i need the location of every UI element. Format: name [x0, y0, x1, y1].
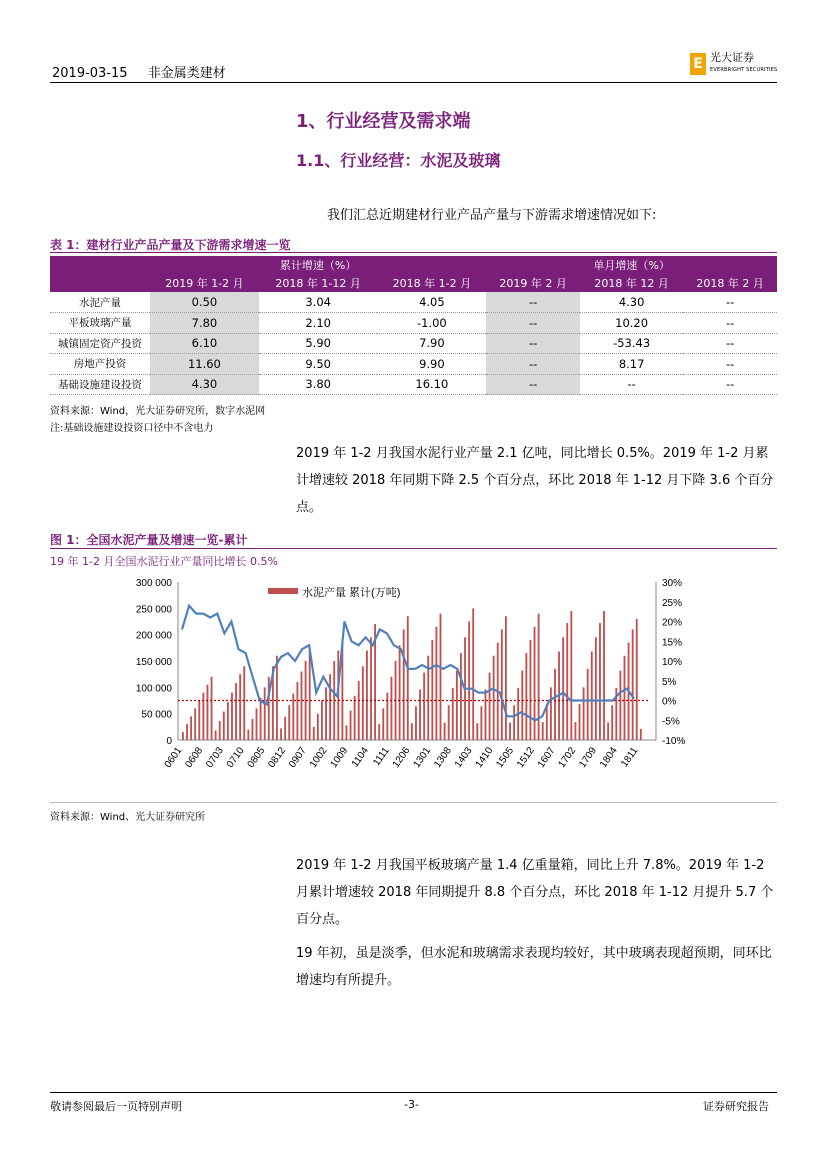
chart-bar: [624, 656, 626, 740]
chart-bar: [632, 629, 634, 740]
chart-bar: [321, 701, 323, 741]
chart-bar: [252, 719, 254, 740]
chart-bar: [276, 656, 278, 740]
table-cell: 8.17: [580, 354, 683, 375]
table-cell: --: [486, 292, 580, 313]
chart-bar: [636, 619, 638, 740]
table-row: [50, 374, 777, 395]
group-cumulative: 累计增速（%）: [150, 256, 486, 274]
table-source: 资料来源：Wind，光大证券研究所，数字水泥网: [50, 406, 266, 417]
chart-bar: [301, 672, 303, 740]
chart-bar: [444, 723, 446, 740]
chart-bar: [530, 640, 532, 740]
chart-bar: [521, 670, 523, 740]
row-label: 房地产投资: [50, 354, 150, 375]
chart-bar: [231, 693, 233, 740]
chart-bar: [419, 689, 421, 740]
x-tick-label: 1702: [556, 745, 579, 770]
y-right-tick-label: 10%: [662, 657, 683, 668]
chart-bar: [182, 732, 184, 740]
report-header: [52, 62, 242, 81]
chart-bar: [574, 722, 576, 740]
x-tick-label: 1301: [411, 745, 434, 770]
table-row: [50, 313, 777, 334]
table-note: 注:基础设施建设投资口径中不含电力: [50, 423, 214, 434]
report-date: 2019-03-15: [52, 66, 128, 81]
x-tick-label: 1804: [597, 745, 620, 770]
table-row: [50, 333, 777, 354]
chart-bar: [378, 724, 380, 740]
chart-bar: [288, 705, 290, 740]
chart-bar: [239, 674, 241, 740]
y-right-tick-label: 25%: [662, 597, 683, 609]
table-cell: 6.10: [150, 333, 259, 354]
x-tick-label: 0601: [162, 745, 185, 770]
y-right-tick-label: 30%: [662, 578, 683, 589]
x-tick-label: 0812: [266, 745, 289, 770]
chart-bar: [595, 637, 597, 740]
chart-bar: [554, 669, 556, 740]
y-left-tick-label: 300 000: [135, 578, 172, 589]
y-right-tick-label: -5%: [662, 716, 680, 728]
chart-bar: [505, 616, 507, 740]
row-label: 基础设施建设投资: [50, 374, 150, 395]
chart-bar: [235, 683, 237, 740]
table-cell: --: [486, 333, 580, 354]
chart-bar: [423, 673, 425, 740]
chart-bar: [513, 705, 515, 740]
figure-caption-line: [50, 548, 777, 549]
table-cell: --: [486, 374, 580, 395]
chart-bar: [399, 645, 401, 740]
chart-bar: [227, 702, 229, 740]
chart-bar: [587, 669, 589, 740]
chart-bar: [542, 722, 544, 740]
row-label: 城镇固定资产投资: [50, 333, 150, 354]
table-cell: --: [486, 313, 580, 334]
chart-bar: [207, 685, 209, 740]
chart-bar: [619, 670, 621, 740]
table-cell: 7.90: [377, 333, 486, 354]
chart-bar: [346, 725, 348, 740]
table-cell: --: [486, 354, 580, 375]
x-tick-label: 1206: [390, 745, 413, 770]
y-left-tick-label: 250 000: [135, 604, 172, 616]
y-right-tick-label: 0%: [662, 696, 677, 708]
table-caption-line: [50, 252, 777, 253]
logo-subtext: EVERBRIGHT SECURITIES: [710, 67, 778, 73]
paragraph-outlook: 19 年初，虽是淡季，但水泥和玻璃需求表现均较好，其中玻璃表现超预期，同环比增速均有所提升。: [296, 946, 772, 988]
group-monthly: 单月增速（%）: [486, 256, 777, 274]
chart-bar: [448, 705, 450, 740]
chart-bar: [370, 637, 372, 740]
chart-bar: [260, 698, 262, 740]
footer-divider: [50, 1092, 777, 1093]
chart-bar: [489, 673, 491, 740]
x-tick-label: 1403: [452, 745, 475, 770]
y-right-tick-label: -10%: [662, 736, 686, 747]
x-tick-label: 0907: [287, 745, 309, 770]
table-cell: 3.80: [259, 374, 378, 395]
table-cell: --: [683, 292, 777, 313]
table-cell: --: [580, 374, 683, 395]
paragraph-glass: 2019 年 1-2 月我国平板玻璃产量 1.4 亿重量箱，同比上升 7.8%。2019 年 1-2 月累计增速较 2018 年同期提升 8.8 个百分点，环比 2018 年 1-12 月提升 5.7 个百分点。: [296, 858, 774, 927]
chart-bar: [313, 727, 315, 740]
chart-bar: [264, 687, 266, 740]
x-tick-label: 0805: [245, 745, 268, 770]
table-cell: 9.50: [259, 354, 378, 375]
column-header: 2018 年 12 月: [580, 274, 683, 292]
chart-bar: [485, 689, 487, 740]
chart-bar: [480, 706, 482, 740]
brand-logo: [690, 52, 777, 76]
table-cell: 9.90: [377, 354, 486, 375]
logo-text: 光大证券: [710, 51, 754, 64]
chart-bar: [640, 729, 642, 740]
legend-label: 水泥产量 累计(万吨): [302, 587, 401, 599]
intro-text: 我们汇总近期建材行业产品产量与下游需求增速情况如下:: [327, 208, 657, 223]
x-tick-label: 1709: [577, 745, 600, 770]
column-header: 2019 年 1-2 月: [150, 274, 259, 292]
table-cell: --: [683, 333, 777, 354]
footer-report-type: 证券研究报告: [703, 1100, 769, 1113]
header-divider: [50, 82, 777, 83]
table-cell: 11.60: [150, 354, 259, 375]
column-header: 2018 年 1-2 月: [377, 274, 486, 292]
figure-caption: 图 1：全国水泥产量及增速一览-累计: [50, 533, 248, 547]
table-cell: --: [683, 374, 777, 395]
table-column-header: [50, 274, 777, 292]
chart-bar: [296, 682, 298, 740]
x-tick-label: 1512: [515, 745, 537, 770]
chart-bar: [247, 729, 249, 740]
chart-bar: [456, 670, 458, 740]
chart-bar: [579, 704, 581, 740]
chart-bar: [215, 731, 217, 740]
chart-bar: [476, 723, 478, 740]
chart-bar: [190, 716, 192, 740]
chart-bar: [219, 721, 221, 740]
x-tick-label: 1308: [432, 745, 454, 770]
x-tick-label: 1002: [307, 745, 330, 770]
chart-bar: [591, 652, 593, 740]
chart-bar: [570, 611, 572, 740]
table-caption: 表 1：建材行业产品产量及下游需求增速一览: [50, 238, 291, 252]
table-row: [50, 354, 777, 375]
chart-bar: [382, 708, 384, 740]
table-cell: --: [683, 313, 777, 334]
page-number: -3-: [404, 1098, 419, 1111]
y-left-tick-label: 200 000: [135, 630, 172, 642]
x-tick-label: 0608: [183, 745, 206, 770]
figure-source-line: [50, 802, 777, 803]
chart-bar: [366, 650, 368, 740]
chart-bar: [611, 705, 613, 740]
chart-bar: [256, 708, 258, 740]
chart-bar: [362, 666, 364, 740]
table-cell: -1.00: [377, 313, 486, 334]
table-cell: 16.10: [377, 374, 486, 395]
footer-disclaimer: 敬请参阅最后一页特别声明: [50, 1100, 182, 1113]
report-sector: 非金属类建材: [147, 66, 226, 81]
table-cell: -53.43: [580, 333, 683, 354]
cement-chart: [120, 572, 700, 792]
chart-bar: [550, 687, 552, 740]
y-right-tick-label: 20%: [662, 617, 683, 629]
chart-bar: [407, 616, 409, 740]
column-header: 2018 年 2 月: [683, 274, 777, 292]
x-tick-label: 1811: [619, 745, 641, 770]
y-left-tick-label: 0: [166, 736, 172, 747]
chart-bar: [325, 687, 327, 740]
table-cell: 4.30: [150, 374, 259, 395]
chart-bar: [198, 701, 200, 741]
row-label: 水泥产量: [50, 292, 150, 313]
row-label: 平板玻璃产量: [50, 313, 150, 334]
chart-bar: [186, 724, 188, 740]
table-cell: 4.30: [580, 292, 683, 313]
chart-bar: [538, 614, 540, 740]
chart-bar: [329, 674, 331, 740]
y-right-tick-label: 15%: [662, 637, 683, 649]
chart-bar: [472, 608, 474, 740]
table-group-header: [50, 256, 777, 274]
chart-bar: [223, 712, 225, 740]
figure-source: 资料来源：Wind、光大证券研究所: [50, 812, 206, 823]
table-cell: 10.20: [580, 313, 683, 334]
column-header: 2018 年 1-12 月: [259, 274, 378, 292]
chart-bar: [358, 681, 360, 740]
legend-swatch: [268, 588, 298, 594]
figure-subtitle: 19 年 1-2 月全国水泥行业产量同比增长 0.5%: [50, 555, 278, 568]
x-tick-label: 0703: [204, 745, 226, 770]
chart-bar: [309, 650, 311, 740]
chart-bar: [284, 717, 286, 740]
chart-bar: [452, 688, 454, 740]
x-tick-label: 0710: [224, 745, 247, 770]
chart-bar: [525, 653, 527, 740]
y-left-tick-label: 150 000: [135, 657, 172, 668]
table-cell: 2.10: [259, 313, 378, 334]
chart-bar: [202, 693, 204, 740]
chart-bar: [440, 614, 442, 740]
chart-bar: [411, 723, 413, 740]
chart-bar: [317, 714, 319, 740]
chart-bar: [562, 637, 564, 740]
chart-bar: [509, 723, 511, 740]
growth-table: [50, 256, 777, 395]
chart-bar: [386, 693, 388, 740]
chart-bar: [607, 723, 609, 740]
chart-bar: [211, 677, 213, 740]
table-cell: --: [683, 354, 777, 375]
chart-bar: [391, 677, 393, 740]
table-cell: 4.05: [377, 292, 486, 313]
chart-bar: [603, 611, 605, 740]
x-tick-label: 1410: [473, 745, 496, 770]
x-tick-label: 1009: [328, 745, 351, 770]
chart-bar: [354, 696, 356, 740]
table-cell: 3.04: [259, 292, 378, 313]
chart-bar: [280, 728, 282, 740]
chart-bar: [350, 711, 352, 740]
y-right-tick-label: 5%: [662, 676, 677, 688]
y-left-tick-label: 50 000: [141, 709, 172, 721]
paragraph-cement: 2019 年 1-2 月我国水泥行业产量 2.1 亿吨，同比增长 0.5%。2019 年 1-2 月累计增速较 2018 年同期下降 2.5 个百分点，环比 2018 年 1-12 月下降 3.6 个百分点。: [296, 446, 774, 515]
table-cell: 0.50: [150, 292, 259, 313]
chart-bar: [501, 629, 503, 740]
chart-bar: [292, 694, 294, 740]
x-tick-label: 1607: [535, 745, 558, 770]
table-cell: 5.90: [259, 333, 378, 354]
chart-bar: [403, 629, 405, 740]
chart-bar: [460, 653, 462, 740]
x-tick-label: 1111: [371, 745, 392, 769]
y-left-tick-label: 100 000: [135, 683, 172, 695]
chart-bar: [468, 622, 470, 741]
chart-bar: [415, 706, 417, 740]
chart-bar: [493, 656, 495, 740]
section-title: 1、行业经营及需求端: [296, 111, 471, 132]
chart-bar: [583, 687, 585, 740]
table-row: [50, 292, 777, 313]
chart-bar: [599, 623, 601, 740]
x-tick-label: 1104: [349, 745, 372, 770]
chart-bar: [566, 623, 568, 740]
chart-bar: [534, 627, 536, 740]
column-header: 2019 年 2 月: [486, 274, 580, 292]
chart-bar: [194, 708, 196, 740]
logo-mark-icon: E: [690, 53, 706, 75]
subsection-title: 1.1、行业经营：水泥及玻璃: [296, 151, 501, 170]
chart-bar: [435, 627, 437, 740]
chart-bar: [243, 666, 245, 740]
chart-bar: [431, 640, 433, 740]
table-cell: 7.80: [150, 313, 259, 334]
table-body: [50, 292, 777, 395]
x-tick-label: 1505: [494, 745, 517, 770]
